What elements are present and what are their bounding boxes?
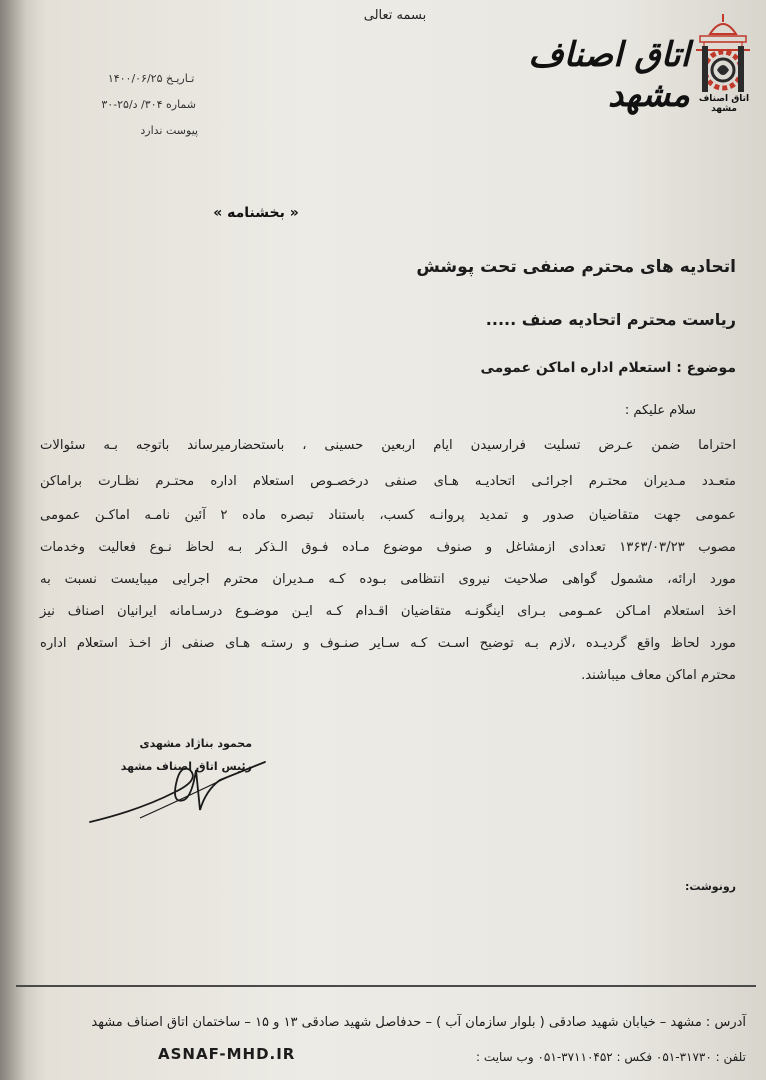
logo-caption: اتاق اصناف مشهد [698,94,750,114]
attachment-value: ندارد [140,124,163,137]
footer-website: ASNAF-MHD.IR [158,1045,296,1063]
attachment-row [88,124,218,137]
date-row [88,72,218,85]
circular-title: « بخشنامه » [213,205,299,221]
basmala: بسمه تعالی [363,8,427,23]
body-line: مورد لحاظ واقع گردیـده ،لازم بـه توضیح اسـت کـه سـایر صنـوف و رستـه هـای صنفی از اخـذ استعلام اداره [40,636,736,651]
number-value: ۳۰۴/ د/۲۵-۳۰ [101,98,163,111]
body-line: محترم اماکن معاف میباشند. [581,668,736,683]
footer-contact: تلفن : ۳۱۷۳۰-۰۵۱ فکس : ۳۷۱۱۰۴۵۲-۰۵۱ وب سایت : [476,1050,746,1064]
footer-address: آدرس : مشهد – خیابان شهید صادقی ( بلوار سازمان آب ) – حدفاصل شهید صادقی ۱۳ و ۱۵ – ساختمان اتاق اصناف مشهد [91,1015,746,1030]
organization-name: اتاق اصناف مشهد [528,35,690,115]
page-shadow [0,0,26,1080]
recipient-line-1: اتحادیه های محترم صنفی تحت پوشش [416,257,736,277]
body-line: عمومی جهت متقاضیان صدور و تمدید پروانـه کسب، باستناد تبصره ماده ۲ آئین نامـه اماکـن عمومی [40,508,737,523]
subject-line: موضوع : استعلام اداره اماکن عمومی [480,360,736,376]
body-line: اخذ استعلام امـاکن عمـومی بـرای اینگونـه متقاضیان اقـدام کـه ایـن موضـوع درسـامانه ایرانیان اصناف نیز [40,604,736,619]
date-value: ۱۴۰۰/۰۶/۲۵ [107,72,163,85]
cc-label: رونوشت: [684,880,736,893]
body-line: احتراما ضمن عـرض تسلیت فرارسیدن ایام اربعین حسینی ، باستحضارمیرساند باتوجه بـه سئوالات [40,438,736,453]
greeting: سلام علیکم : [624,403,696,418]
footer-divider [16,985,756,987]
recipient-line-2: ریاست محترم اتحادیه صنف ..... [485,310,736,329]
signatory-name: محمود بناژاد مشهدی [139,737,252,750]
guild-emblem-icon [690,12,756,102]
date-label: تـاريـخ [166,72,195,85]
body-line: متعـدد مـدیران محتـرم اجرائـی اتحادیـه هـای صنفی درخصـوص استعلام اداره محتـرم نظـارت براماکن [40,474,736,489]
body-line: مورد ارائه، مشمول گواهی صلاحیت نیروی انتظامی بـوده کـه مـدیران محترم اجرایی میبایست نسبت به [40,572,736,587]
signatory-title: رئیس اتاق اصناف مشهد [120,760,252,773]
handwritten-signature [80,740,280,840]
number-label: شماره [166,98,197,111]
body-line: مصوب ۱۳۶۳/۰۳/۲۳ تعدادی ازمشاغل و صنوف موضوع مـاده فـوق الـذکر بـه لحاظ نـوع فعالیت وخدمات [40,540,736,555]
attachment-label: پیوست [166,124,199,137]
number-row [88,98,218,111]
